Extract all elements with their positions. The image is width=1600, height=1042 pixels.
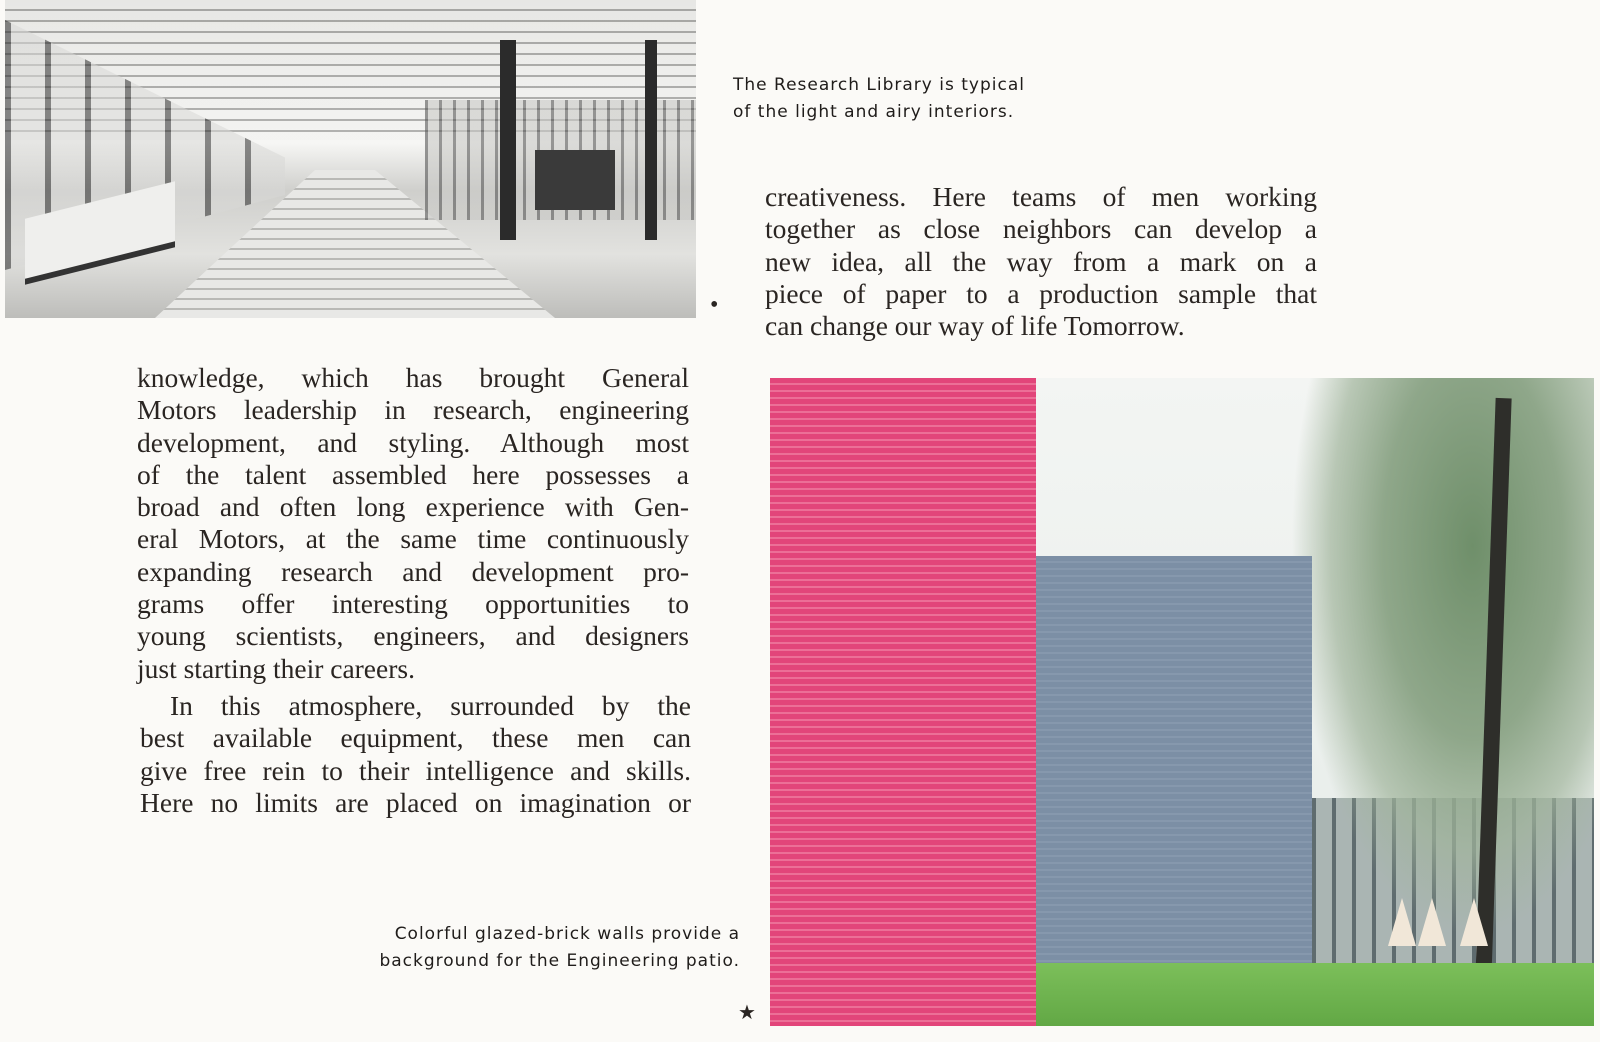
- text-line: new idea, all the way from a mark on a: [765, 245, 1317, 277]
- text-line: just starting their careers.: [137, 652, 415, 684]
- bullet-mark: •: [710, 292, 719, 318]
- text-line: eral Motors, at the same time continuously: [137, 523, 689, 555]
- photo-column: [500, 40, 516, 240]
- caption-line: of the light and airy interiors.: [733, 102, 1015, 122]
- text-line: best available equipment, these men can: [140, 722, 691, 754]
- text-line: young scientists, engineers, and designers: [137, 620, 689, 652]
- star-mark: ★: [738, 1002, 756, 1024]
- text-line: can change our way of life Tomorrow.: [765, 310, 1185, 342]
- photo-umbrella: [1418, 898, 1446, 946]
- library-caption: [733, 72, 1025, 126]
- patio-caption: [370, 921, 740, 975]
- text-line: grams offer interesting opportunities to: [137, 588, 689, 620]
- photo-card-catalog: [535, 150, 615, 210]
- text-line: of the talent assembled here possesses a: [137, 458, 689, 490]
- text-line: give free rein to their intelligence and skills.: [140, 754, 691, 786]
- text-line: expanding research and development pro-: [137, 555, 689, 587]
- text-line: Motors leadership in research, engineering: [137, 394, 689, 426]
- photo-lawn: [1036, 963, 1594, 1026]
- photo-column: [645, 40, 657, 240]
- text-line: creativeness. Here teams of men working: [765, 181, 1317, 212]
- text-line: In this atmosphere, surrounded by the: [170, 690, 691, 721]
- text-line: development, and styling. Although most: [137, 426, 689, 458]
- photo-pink-brick-wall: [770, 378, 1036, 1026]
- engineering-patio-photo: [770, 378, 1594, 1026]
- caption-line: background for the Engineering patio.: [379, 951, 740, 971]
- photo-tree: [1290, 378, 1594, 938]
- photo-umbrella: [1460, 898, 1488, 946]
- text-line: broad and often long experience with Gen-: [137, 491, 689, 523]
- caption-line: Colorful glazed-brick walls provide a: [394, 924, 740, 944]
- left-paragraph-1: [137, 362, 689, 685]
- text-line: piece of paper to a production sample that: [765, 277, 1317, 309]
- right-paragraph: [765, 181, 1317, 342]
- photo-umbrella: [1388, 898, 1416, 946]
- photo-blue-brick-wall: [1036, 556, 1312, 976]
- text-line: together as close neighbors can develop a: [765, 213, 1317, 245]
- research-library-photo: [5, 0, 696, 318]
- text-line: knowledge, which has brought General: [137, 362, 689, 393]
- text-line: Here no limits are placed on imagination or: [140, 786, 691, 818]
- caption-line: The Research Library is typical: [733, 75, 1025, 95]
- left-paragraph-2: [140, 690, 691, 819]
